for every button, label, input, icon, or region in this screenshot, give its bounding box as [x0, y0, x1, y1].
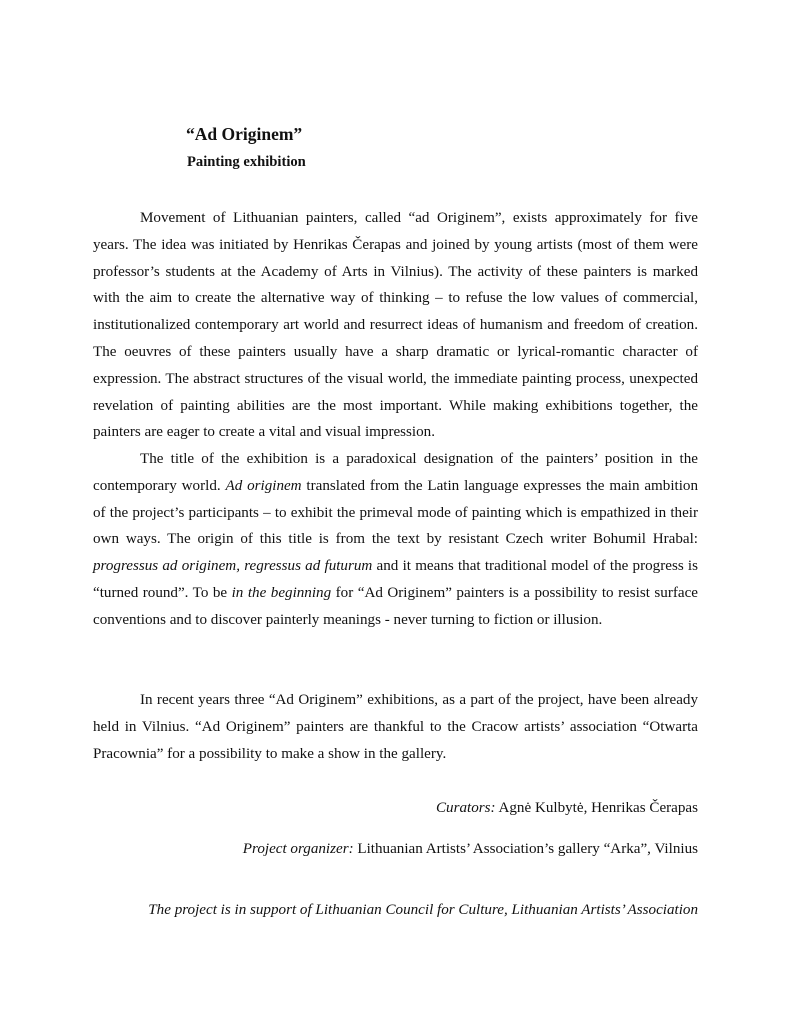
emphasis-phrase: in the beginning	[231, 584, 332, 601]
document-title: “Ad Originem”	[186, 124, 303, 144]
organizer-label: Project organizer:	[242, 841, 354, 857]
curators-names: Agnė Kulbytė, Henrikas Čerapas	[495, 800, 698, 816]
latin-phrase: Ad originem	[225, 477, 302, 494]
latin-quote: progressus ad originem, regressus ad futurum	[93, 558, 373, 575]
paragraph-exhibitions: In recent years three “Ad Originem” exhibitions, as a part of the project, have been already held in Vilnius. “Ad Originem” painters are thankful to the Cracow artists’ association “Otwarta Pracownia” for a possibility to make a show in the gallery.	[93, 692, 698, 762]
paragraph-title-meaning	[93, 446, 698, 634]
organizer-name: Lithuanian Artists’ Association’s gallery “Arka”, Vilnius	[353, 841, 698, 857]
curators-line	[436, 798, 698, 818]
document-subtitle: Painting exhibition	[187, 154, 306, 170]
paragraph-text: for “Ad Originem” painters is a possibility to resist surface conventions and to discover painterly meanings - never turning to fiction or illusion.	[93, 584, 698, 628]
curators-label: Curators:	[435, 800, 496, 816]
paragraph-text: and it means that traditional model of the progress is “turned round”. To be	[93, 558, 698, 601]
organizer-line	[243, 839, 698, 859]
paragraph-movement: Movement of Lithuanian painters, called “ad Originem”, exists approximately for five years. The idea was initiated by Henrikas Čerapas and joined by young artists (most of them were professor’s students at the Academy of Arts in Vilnius). The activity of these painters is marked with the aim to create the alternative way of thinking – to refuse the low values of commercial, institutionalized contemporary art world and resurrect ideas of humanism and freedom of creation. The oeuvres of these painters usually have a sharp dramatic or lyrical-romantic character of expression. The abstract structures of the visual world, the immediate painting process, unexpected revelation of painting abilities are the most important. While making exhibitions together, the painters are eager to create a vital and visual impression.	[93, 210, 698, 441]
paragraph-text: translated from the Latin language expresses the main ambition of the project’s participants – to exhibit the primeval mode of painting which is empathized in their own ways. The origin of this title is from the text by resistant Czech writer Bohumil Hrabal:	[93, 477, 698, 548]
support-line	[148, 900, 698, 920]
support-text: The project is in support of Lithuanian Council for Culture, Lithuanian Artists’ Association	[148, 902, 698, 918]
paragraph-text: The title of the exhibition is a paradoxical designation of the painters’ position in the contemporary world.	[93, 451, 698, 494]
